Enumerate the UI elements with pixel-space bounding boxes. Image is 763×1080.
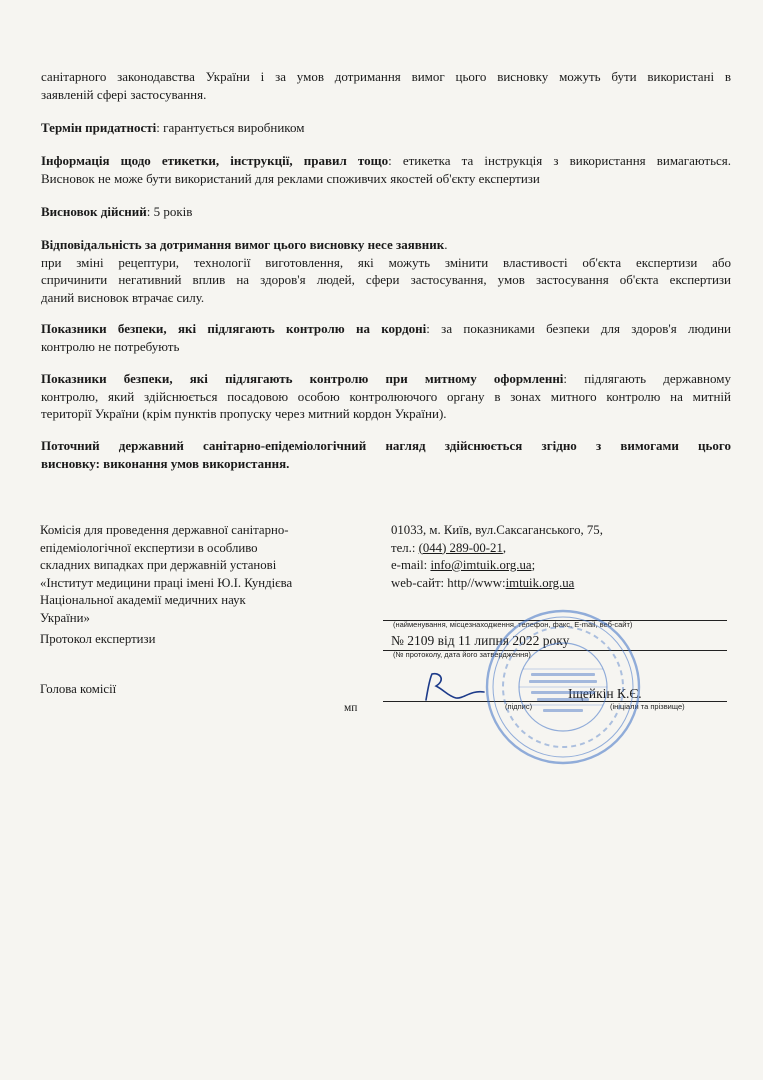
commission-line: Комісія для проведення державної санітарно- xyxy=(40,523,289,537)
signature-mark xyxy=(418,668,488,706)
paragraph-customs-control xyxy=(41,370,731,423)
text-line: заявленій сфері застосування. xyxy=(41,86,207,102)
org-caption: (найменування, місцезнаходження, телефон, факс, E-mail, веб-сайт) xyxy=(393,620,633,629)
border-control-value: : за показниками безпеки для здоров'я людини xyxy=(426,321,732,336)
paragraph-responsibility xyxy=(41,236,731,306)
head-name: Іщейкін К.Є. xyxy=(568,686,642,701)
responsibility-label: Відповідальність за дотримання вимог цього висновку несе заявник xyxy=(41,237,445,252)
text-line: санітарного законодавства України і за умов дотримання вимог цього висновку можуть бути використані в xyxy=(41,69,731,84)
label-info-label: Інформація щодо етикетки, інструкції, правил тощо xyxy=(41,153,389,168)
commission-line: «Інститут медицини праці імені Ю.І. Кундієва xyxy=(40,575,293,590)
commission-line: України» xyxy=(40,610,90,625)
website-link[interactable]: imtuik.org.ua xyxy=(505,575,575,590)
name-caption: (ініціали та прізвище) xyxy=(610,702,685,711)
email-link[interactable]: info@imtuik.org.ua xyxy=(430,558,532,572)
commission-contacts xyxy=(391,522,711,592)
text-punct: ; xyxy=(531,558,536,572)
paragraph-supervision xyxy=(41,437,731,472)
protocol-label: Протокол експертизи xyxy=(40,632,156,646)
website-row xyxy=(391,575,711,593)
commission-name xyxy=(40,522,340,627)
paragraph-legislation xyxy=(41,68,731,103)
protocol-caption: (№ протоколу, дата його затвердження) xyxy=(393,650,531,659)
commission-line: складних випадках при державній установі xyxy=(40,558,277,572)
mp-mark: мп xyxy=(344,702,358,714)
text-punct: , xyxy=(502,540,507,555)
protocol-number: № 2109 від 11 липня 2022 року xyxy=(391,633,570,648)
text-line: контролю, який здійснюється посадовою особою контролюючого органу в зонах митного контролю на митній xyxy=(41,388,731,404)
phone-label: тел.: xyxy=(391,540,419,555)
email-label: e-mail: xyxy=(391,558,431,572)
customs-control-value: : підлягають державному xyxy=(563,371,731,386)
head-label: Голова комісії xyxy=(40,682,117,696)
text-line: контролю не потребують xyxy=(41,338,180,354)
border-control-label: Показники безпеки, які підлягають контролю на кордоні xyxy=(41,321,427,336)
paragraph-border-control xyxy=(41,320,731,355)
address: 01033, м. Київ, вул.Саксаганського, 75, xyxy=(391,523,603,537)
customs-control-label: Показники безпеки, які підлягають контролю при митному оформленні xyxy=(41,371,564,386)
phone-row xyxy=(391,540,711,558)
website-label: web-сайт: http//www: xyxy=(391,575,506,590)
text-period: . xyxy=(444,237,448,252)
paragraph-shelf-life xyxy=(41,119,731,137)
text-line: Поточний державний санітарно-епідеміологічний нагляд здійснюється згідно з вимогами цього xyxy=(41,438,731,453)
text-line: висновку: виконання умов використання. xyxy=(41,455,290,471)
validity-label: Висновок дійсний xyxy=(41,204,147,219)
email-row xyxy=(391,557,711,575)
text-line: при зміні рецептури, технології виготовлення, які можуть змінити властивості об'єкта експертизи або xyxy=(41,254,731,270)
validity-value: : 5 років xyxy=(146,204,193,219)
shelf-life-value: : гарантується виробником xyxy=(156,120,305,135)
shelf-life-label: Термін придатності xyxy=(41,120,157,135)
phone-link[interactable]: (044) 289-00-21 xyxy=(418,540,503,555)
text-line: Висновок не може бути використаний для реклами споживчих якостей об'єкту експертизи xyxy=(41,170,540,186)
signature-caption: (підпис) xyxy=(505,702,533,711)
official-stamp xyxy=(483,607,643,767)
paragraph-label-info xyxy=(41,152,731,187)
paragraph-validity xyxy=(41,203,731,221)
text-line: території України (крім пунктів пропуску через митний кордон України). xyxy=(41,406,447,421)
commission-line: епідеміологічної експертизи в особливо xyxy=(40,540,258,555)
label-info-value: : етикетка та інструкція з використання вимагаються. xyxy=(388,153,731,168)
commission-line: Національної академії медичних наук xyxy=(40,593,246,607)
text-line: даний висновок втрачає силу. xyxy=(41,289,205,305)
text-line: спричинити негативний вплив на здоров'я людей, сфери застосування, умов застосування об'єкта експертизи xyxy=(41,272,731,287)
